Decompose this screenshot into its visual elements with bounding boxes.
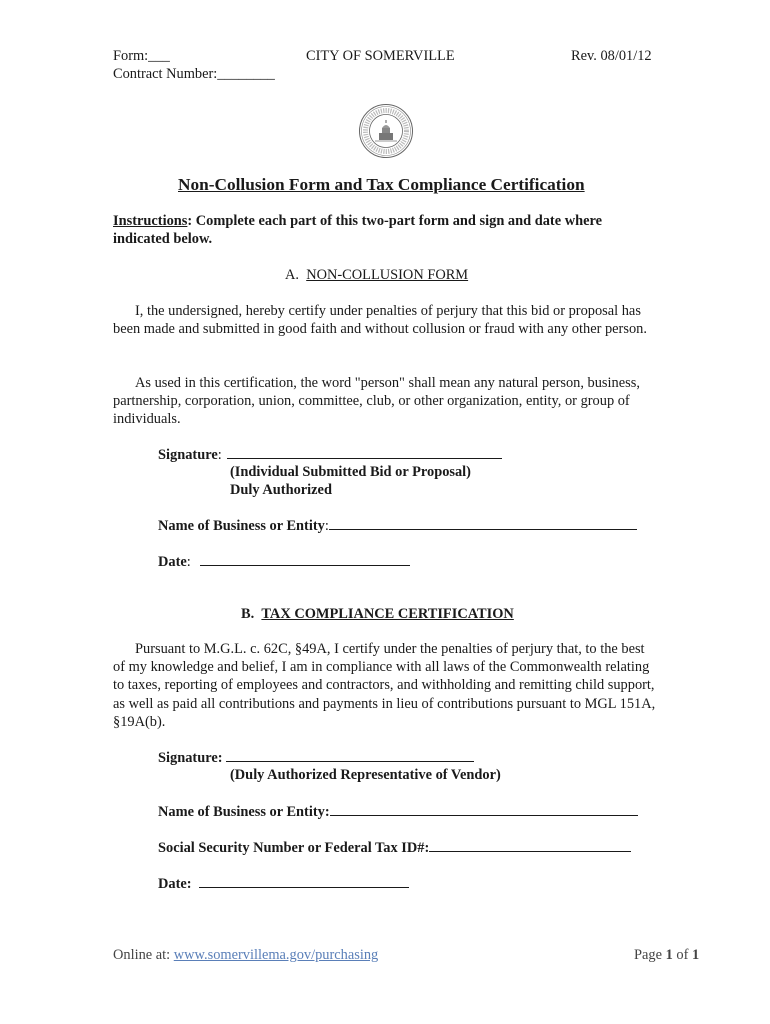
contract-number-label: Contract Number:________ (113, 66, 275, 82)
business-a-row: Name of Business or Entity: (158, 516, 637, 535)
date-a-line[interactable] (200, 552, 410, 566)
signature-a-note-1: (Individual Submitted Bid or Proposal) (230, 464, 471, 480)
date-b-line[interactable] (199, 874, 409, 888)
tax-id-label: Social Security Number or Federal Tax ID#: (158, 840, 430, 856)
instructions (113, 212, 653, 248)
section-a-heading (285, 266, 468, 284)
tax-id-row (158, 838, 631, 857)
page-of: of (672, 947, 692, 963)
page-prefix: Page (634, 947, 666, 963)
business-b-label: Name of Business or Entity: (158, 804, 330, 820)
footer-online (113, 946, 378, 964)
signature-b-line[interactable] (226, 748, 474, 762)
tax-compliance-paragraph: Pursuant to M.G.L. c. 62C, §49A, I certify under the penalties of perjury that, to the best of my knowledge and belief, I am in compliance with all laws of the Commonwealth relating to taxes, reporting of employees and contractors, and withholding and remitting child support, as well as paid all contributions and payments in lieu of contributions pursuant to MGL 151A, §19A(b). (113, 641, 656, 730)
city-seal-icon (358, 103, 414, 159)
section-a-prefix: A. (285, 267, 299, 283)
section-b-heading (241, 605, 514, 623)
section-b-title: TAX COMPLIANCE CERTIFICATION (261, 606, 514, 622)
section-b-prefix: B. (241, 606, 255, 622)
business-a-label: Name of Business or Entity (158, 518, 325, 534)
person-definition-paragraph: As used in this certification, the word "person" shall mean any natural person, business, partnership, corporation, union, committee, club, or other organization, entity, or group of individuals. (113, 375, 640, 428)
page-title: Non-Collusion Form and Tax Compliance Certification (178, 175, 585, 194)
date-a-label: Date (158, 554, 187, 570)
tax-id-line[interactable] (429, 838, 631, 852)
non-collusion-paragraph: I, the undersigned, hereby certify under penalties of perjury that this bid or proposal has been made and submitted in good faith and without collusion or fraud with any other person. (113, 303, 647, 338)
city-name: CITY OF SOMERVILLE (306, 48, 455, 64)
instructions-text: : Complete each part of this two-part form and sign and date where indicated below. (113, 213, 603, 248)
signature-a-label: Signature (158, 447, 218, 463)
section-a-title: NON-COLLUSION FORM (306, 267, 469, 283)
revision-date: Rev. 08/01/12 (571, 48, 652, 64)
form-number-label: Form:___ (113, 48, 170, 64)
date-a-row: Date: (158, 552, 410, 571)
business-a-line[interactable] (329, 516, 637, 530)
date-b-label: Date: (158, 876, 192, 892)
signature-b-row (158, 748, 474, 767)
date-b-row (158, 874, 409, 893)
signature-a-line[interactable] (227, 445, 502, 459)
instructions-label: Instructions (113, 213, 188, 229)
footer-online-label: Online at: (113, 947, 174, 963)
purchasing-link[interactable]: www.somervillema.gov/purchasing (173, 947, 379, 963)
page-total: 1 (691, 947, 700, 963)
signature-b-label: Signature: (158, 750, 223, 766)
signature-a-row: Signature: (158, 445, 502, 464)
page-current: 1 (665, 947, 673, 963)
business-b-line[interactable] (330, 802, 638, 816)
business-b-row (158, 802, 638, 821)
signature-a-note-2: Duly Authorized (230, 482, 332, 498)
signature-b-note: (Duly Authorized Representative of Vendor) (230, 767, 501, 783)
page-number (634, 946, 699, 964)
